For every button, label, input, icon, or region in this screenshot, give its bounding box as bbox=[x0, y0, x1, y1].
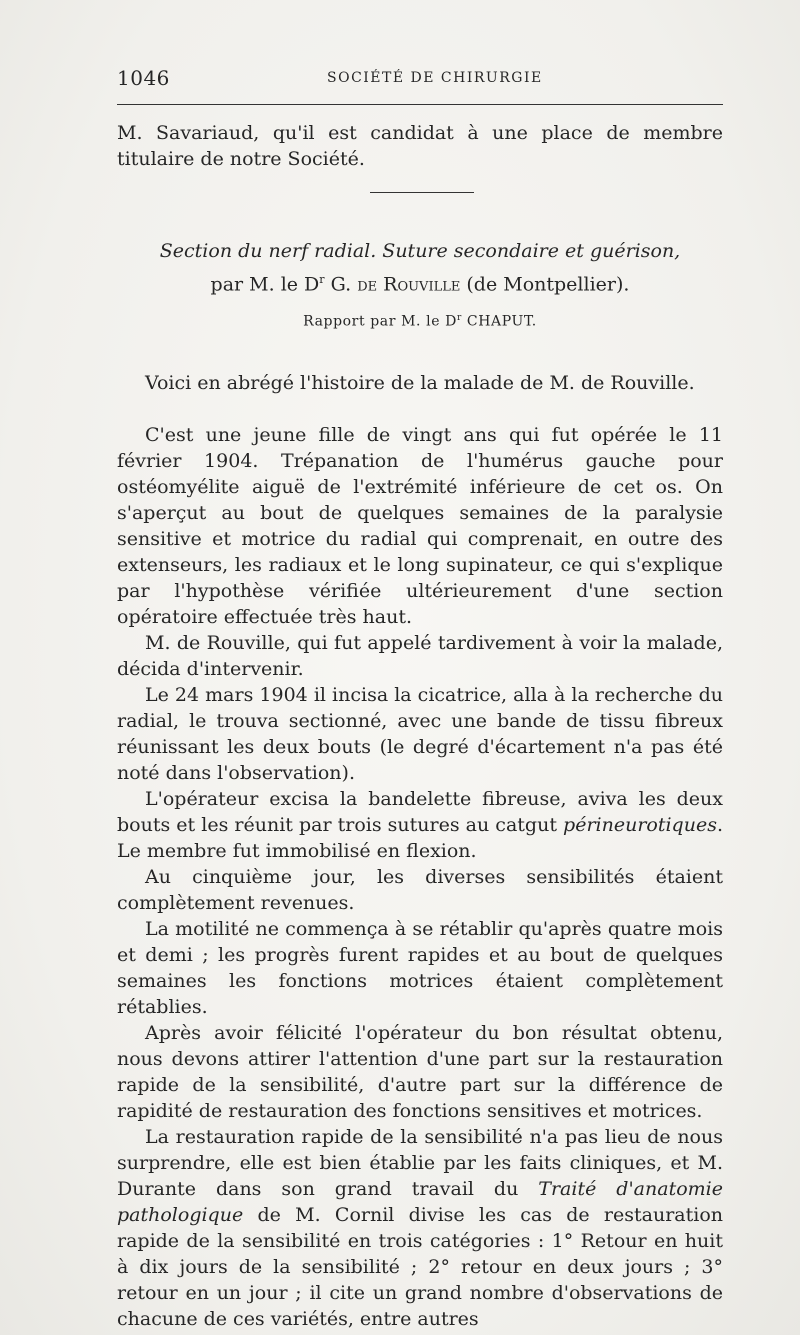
rapporteur-name: CHAPUT. bbox=[461, 313, 537, 330]
paragraph: C'est une jeune fille de vingt ans qui fut opérée le 11 février 1904. Trépanation de l'humérus gauche pour ostéomyélite aiguë de l'extrémité inférieure de cet os. On s'aperçut au bout de quelques semaines de la paralysie sensitive et motrice du radial qui comprenait, en outre des extenseurs, les radiaux et le long supinateur, ce qui s'explique par l'hypothèse vérifiée ultérieurement d'une section opératoire effectuée très haut. bbox=[117, 424, 723, 628]
author-name: de Rouville bbox=[357, 273, 461, 296]
paragraph-text: L'opérateur excisa la bandelette fibreuse, aviva les deux bouts et les réunit par trois sutures au catgut bbox=[117, 788, 723, 836]
paragraph bbox=[117, 1124, 723, 1332]
byline-pre: par M. le D bbox=[210, 273, 320, 296]
header-rule bbox=[117, 104, 723, 105]
paragraph-text: de M. Cornil divise les cas de restauration rapide de la sensibilité en trois catégories : 1° Retour en huit à dix jours de la sensibilité ; 2° retour en deux jours ; 3° retour en un jour ; il cite un grand nombre d'observations de chacune de ces variétés, entre autres bbox=[117, 1204, 723, 1330]
intro-paragraph: M. Savariaud, qu'il est candidat à une place de membre titulaire de notre Société. bbox=[117, 122, 723, 170]
paragraph-text: La restauration rapide de la sensibilité n'a pas lieu de nous surprendre, elle est bien établie par les faits cliniques, et M. Durante dans son grand travail du bbox=[117, 1126, 723, 1200]
rapporteur-line bbox=[117, 313, 723, 330]
page-number: 1046 bbox=[117, 66, 170, 90]
paragraph: La motilité ne commença à se rétablir qu'après quatre mois et demi ; les progrès furent rapides et au bout de quelques semaines les fonctions motrices étaient complètement rétablies. bbox=[117, 918, 723, 1018]
article-title: Section du nerf radial. Suture secondaire et guérison, bbox=[159, 240, 681, 262]
paragraph-text: . Le membre fut immobilisé en flexion. bbox=[117, 814, 723, 862]
rapport-sup: r bbox=[456, 313, 462, 323]
author-affiliation: (de Montpellier). bbox=[460, 273, 630, 296]
italic-title: Traité d'anatomie pathologique bbox=[117, 1178, 723, 1226]
article-byline bbox=[117, 267, 723, 297]
paragraph: Le 24 mars 1904 il incisa la cicatrice, alla à la recherche du radial, le trouva sectionné, avec une bande de tissu fibreux réunissant les deux bouts (le degré d'écartement n'a pas été noté dans l'observation). bbox=[117, 684, 723, 784]
paragraph: M. de Rouville, qui fut appelé tardivement à voir la malade, décida d'intervenir. bbox=[117, 632, 723, 680]
byline-sup: r bbox=[319, 273, 325, 286]
italic-term: périneurotiques bbox=[563, 814, 717, 836]
paragraph: Après avoir félicité l'opérateur du bon résultat obtenu, nous devons attirer l'attention d'une part sur la restauration rapide de la sensibilité, d'autre part sur la différence de rapidité de restauration des fonctions sensitives et motrices. bbox=[117, 1022, 723, 1122]
rapport-pre: Rapport par M. le D bbox=[303, 313, 457, 330]
opening-sentence: Voici en abrégé l'histoire de la malade de M. de Rouville. bbox=[145, 372, 695, 394]
section-separator bbox=[370, 192, 474, 193]
paragraph bbox=[117, 786, 723, 864]
body-text bbox=[117, 422, 723, 1332]
byline-initial: G. bbox=[324, 273, 358, 296]
paragraph: Au cinquième jour, les diverses sensibilités étaient complètement revenues. bbox=[117, 866, 723, 914]
page-header bbox=[117, 66, 723, 96]
running-title: SOCIÉTÉ DE CHIRURGIE bbox=[327, 70, 543, 86]
